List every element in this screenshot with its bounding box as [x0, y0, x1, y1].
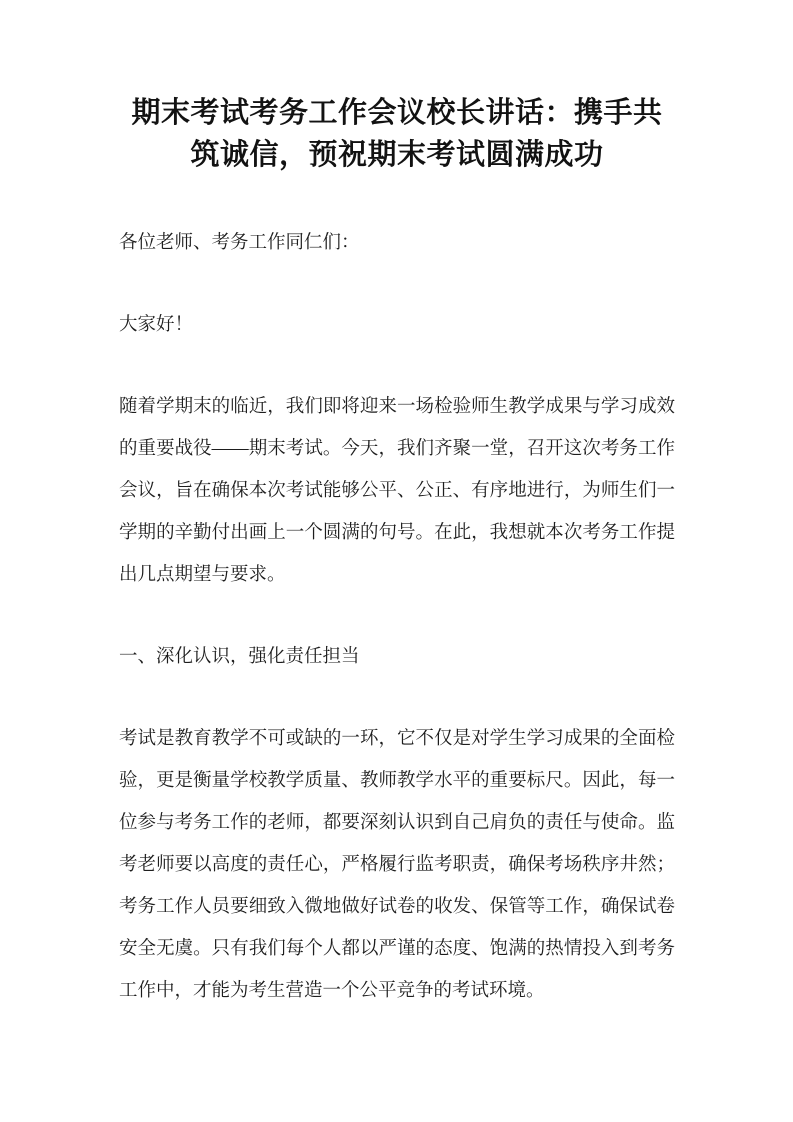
section-heading-1: 一、深化认识，强化责任担当: [119, 647, 360, 667]
document-title: 期末考试考务工作会议校长讲话：携手共筑诚信，预祝期末考试圆满成功: [131, 97, 663, 171]
paragraph-intro: 随着学期末的临近，我们即将迎来一场检验师生教学成果与学习成效的重要战役——期末考试。今天，我们齐聚一堂，召开这次考务工作会议，旨在确保本次考试能够公平、公正、有序地进行，为师生们一学期的辛勤付出画上一个圆满的句号。在此，我想就本次考务工作提出几点期望与要求。: [119, 397, 675, 585]
paragraph-section-1-body: 考试是教育教学不可或缺的一环，它不仅是对学生学习成果的全面检验，更是衡量学校教学质量、教师教学水平的重要标尺。因此，每一位参与考务工作的老师，都要深刻认识到自己肩负的责任与使命。监考老师要以高度的责任心，严格履行监考职责，确保考场秩序井然；考务工作人员要细致入微地做好试卷的收发、保管等工作，确保试卷安全无虞。只有我们每个人都以严谨的态度、饱满的热情投入到考务工作中，才能为考生营造一个公平竞争的考试环境。: [119, 729, 675, 1001]
paragraph-greeting: 大家好！: [119, 315, 194, 335]
paragraph-salutation: 各位老师、考务工作同仁们：: [119, 233, 360, 253]
